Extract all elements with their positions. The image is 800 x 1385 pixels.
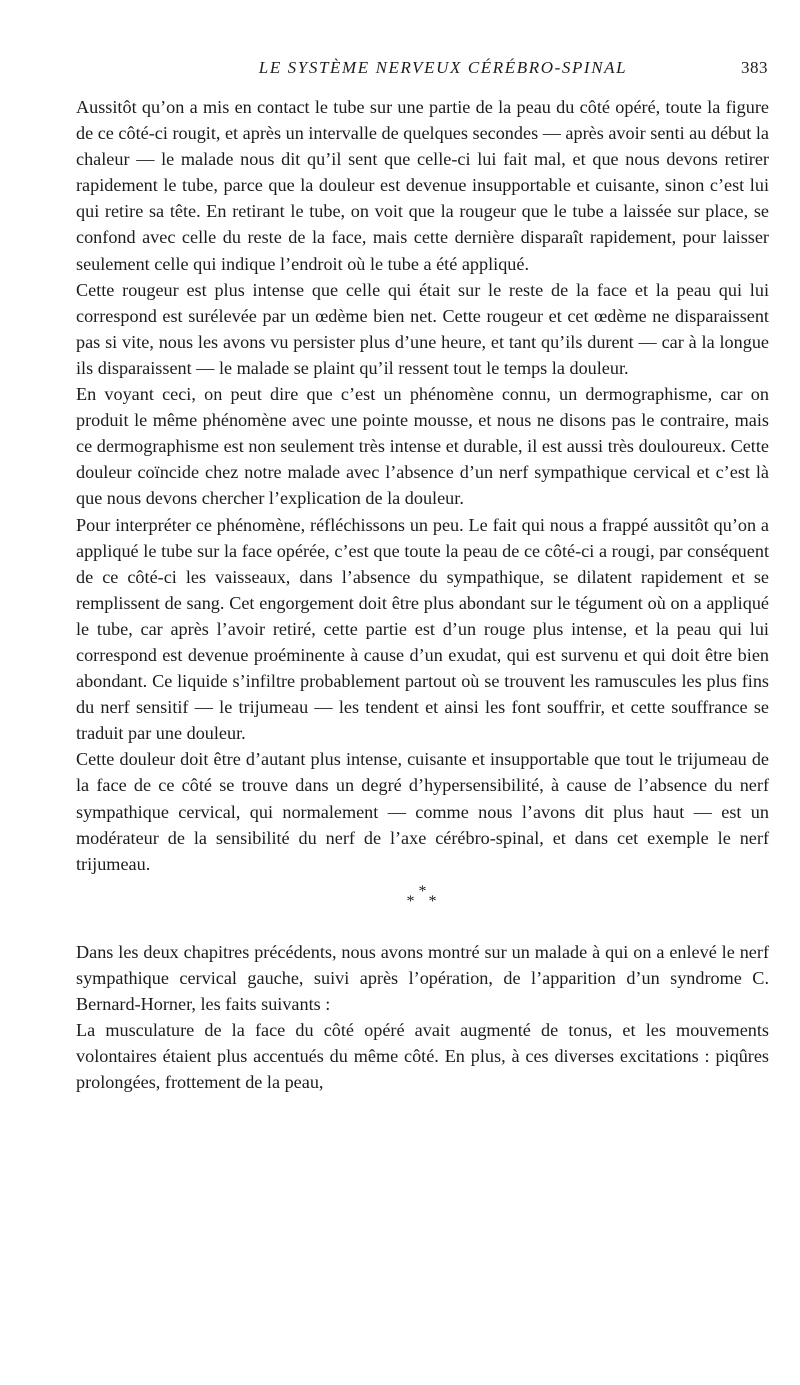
paragraph-2: Cette rougeur est plus intense que celle qui était sur le reste de la face et la peau qui lui correspond est surélevée par un œdème bien net. Cette rougeur et cet œdème ne disparaissent pas si vite, nous les avons vu persister plus d’une heure, et tant qu’ils durent — car à la longue ils disparaissent — le malade se plaint qu’il ressent tout le temps la douleur. [76,279,769,378]
paragraph-6: Dans les deux chapitres précédents, nous avons montré sur un malade à qui on a enlevé le nerf sympathique cervical gauche, suivi après l’opération, de l’apparition d’un syndrome C. Bernard-Horner, les faits suivants : [76,941,769,1014]
page-body [76,94,769,1095]
asterism-star-left: * [406,892,415,910]
running-header [78,58,768,82]
paragraph-5: Cette douleur doit être d’autant plus intense, cuisante et insupportable que tout le trijumeau de la face de ce côté se trouve dans un degré d’hypersensibilité, à cause de l’absence du nerf sympathique cervical, qui normalement — comme nous l’avons dit plus haut — est un modérateur de la sensibilité du nerf de l’axe cérébro-spinal, et dans cet exemple le nerf trijumeau. [76,749,769,874]
paragraph-3: En voyant ceci, on peut dire que c’est un phénomène connu, un dermographisme, car on produit le même phénomène avec une pointe mousse, et nous ne disons pas le contraire, mais ce dermographisme est non seulement très intense et durable, il est aussi très douloureux. Cette douleur coïncide chez notre malade avec l’absence d’un nerf sympathique cervical et c’est là que nous devons chercher l’explication de la douleur. [76,384,769,509]
asterism-star-right: * [428,892,437,910]
paragraph-7: La musculature de la face du côté opéré avait augmenté de tonus, et les mouvements volontaires étaient plus accentués du même côté. En plus, à ces diverses excitations : piqûres prolongées, frottement de la peau, [76,1020,769,1093]
page-number: 383 [741,58,768,77]
asterism-star-top: * [418,882,427,900]
paragraph-1: Aussitôt qu’on a mis en contact le tube sur une partie de la peau du côté opéré, toute la figure de ce côté-ci rougit, et après un intervalle de quelques secondes — après avoir senti au début la chaleur — le malade nous dit qu’il sent que celle-ci lui fait mal, et que nous devons retirer rapidement le tube, parce que la douleur est devenue insupportable et cuisante, sinon c’est lui qui retire sa tête. En retirant le tube, on voit que la rougeur que le tube a laissée sur place, se confond avec celle du reste de la face, mais cette dernière disparaît rapidement, pour laisser seulement celle qui indique l’endroit où le tube a été appliqué. [76,97,769,274]
section-separator-asterism [76,882,769,915]
paragraph-4: Pour interpréter ce phénomène, réfléchissons un peu. Le fait qui nous a frappé aussitôt qu’on a appliqué le tube sur la face opérée, c’est que toute la peau de ce côté-ci a rougi, par conséquent de ce côté-ci les vaisseaux, dans l’absence du sympathique, se dilatent rapidement et se remplissent de sang. Cet engorgement doit être plus abondant sur le tégument où on a appliqué le tube, car après l’avoir retiré, cette partie est d’un rouge plus intense, et la peau qui lui correspond est devenue proéminente à cause d’un exudat, qui est survenu et qui doit être bien abondant. Ce liquide s’infiltre probablement partout où se trouvent les ramuscules les plus fins du nerf sensitif — le trijumeau — les tendent et ainsi les font souffrir, et cette souffrance se traduit par une douleur. [76,514,769,744]
running-title: LE SYSTÈME NERVEUX CÉRÉBRO-SPINAL [258,58,628,77]
